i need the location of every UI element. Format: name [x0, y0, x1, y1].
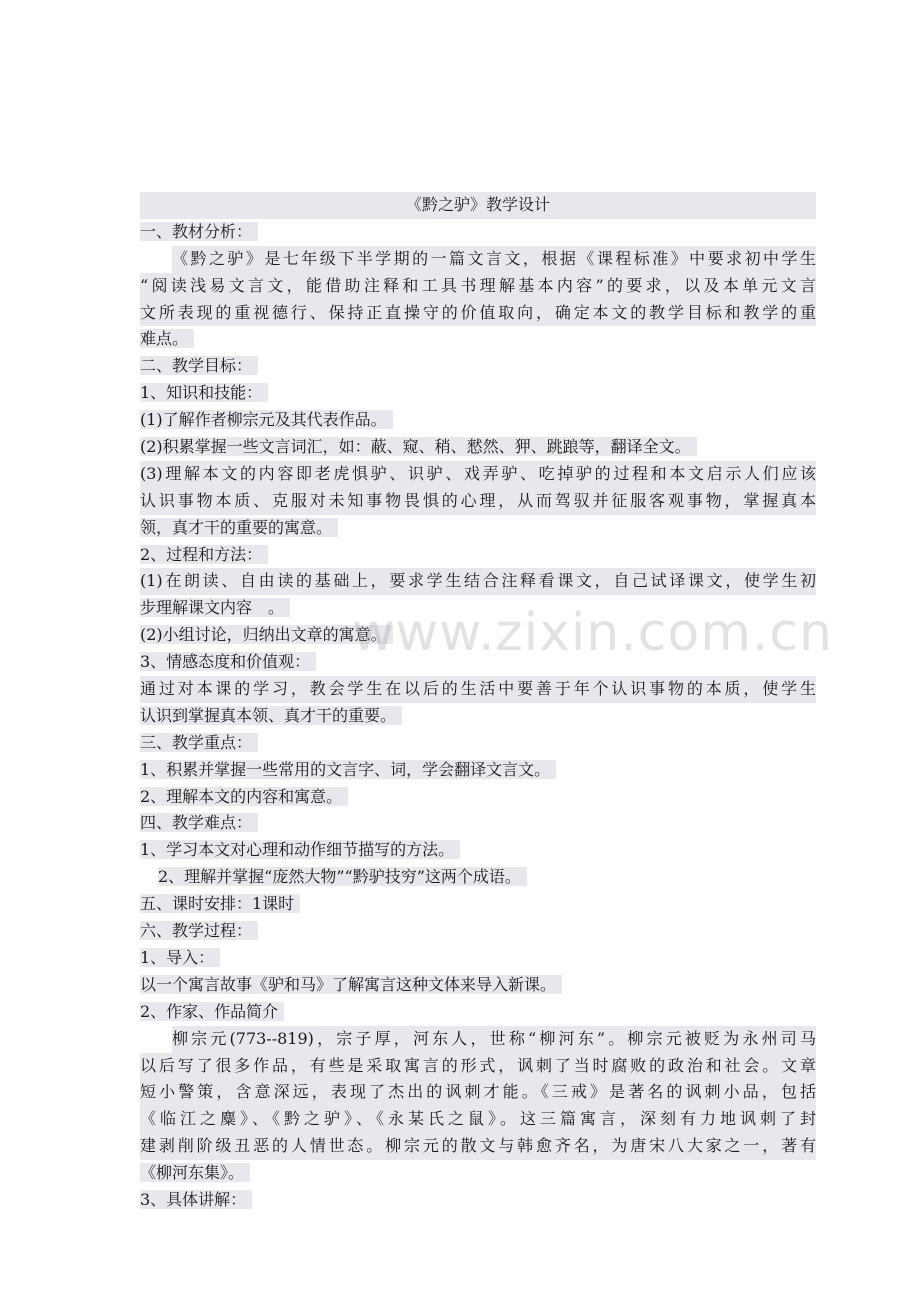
text-line-content: “阅读浅易文言文，能借助注释和工具书理解基本内容”的要求，以及本单元文言 [140, 273, 816, 300]
text-line-content: 认识到掌握真本领、真才干的重要。 [140, 706, 402, 725]
text-line-content: 《黔之驴》是七年级下半学期的一篇文言文，根据《课程标准》中要求初中学生 [172, 246, 816, 273]
text-line-content: 一、教材分析： [140, 222, 258, 241]
text-line [140, 810, 816, 837]
text-line-content: (2)小组讨论，归纳出文章的寓意。 [140, 625, 393, 644]
document-lines [140, 219, 816, 1214]
text-line [140, 972, 816, 999]
text-line [140, 757, 816, 784]
text-line-content: 难点。 [140, 329, 194, 348]
text-line [140, 1160, 816, 1187]
text-line [140, 300, 816, 327]
text-line-content: 二、教学目标： [140, 356, 258, 375]
text-line-content: 领，真才干的重要的寓意。 [140, 518, 338, 537]
text-line-content: (2)积累掌握一些文言词汇，如：蔽、窥、稍、憖然、狎、跳踉等，翻译全文。 [140, 437, 697, 456]
text-line [140, 649, 816, 676]
text-line-content: 2、理解本文的内容和寓意。 [140, 787, 348, 806]
text-line [140, 622, 816, 649]
text-line-content: 三、教学重点： [140, 733, 258, 752]
text-line [140, 595, 816, 622]
text-line [140, 219, 816, 246]
text-line [140, 837, 816, 864]
text-line [140, 1079, 816, 1106]
text-line [140, 730, 816, 757]
text-line-content: 《柳河东集》。 [140, 1163, 250, 1182]
text-line-content: 1、导入： [140, 948, 220, 967]
text-line-content: 1、知识和技能： [140, 383, 268, 402]
text-line-content: 五、课时安排：1课时 [140, 894, 300, 913]
text-line [140, 488, 816, 515]
text-line-content: 3、情感态度和价值观： [140, 652, 316, 671]
text-line [140, 676, 816, 703]
text-line [140, 1133, 816, 1160]
text-line [140, 945, 816, 972]
text-line [140, 1026, 816, 1053]
text-line [140, 380, 816, 407]
text-line [140, 999, 816, 1026]
text-line [140, 542, 816, 569]
text-line-content: 1、积累并掌握一些常用的文言字、词，学会翻译文言文。 [140, 760, 556, 779]
text-line-content: 2、作家、作品简介 [140, 1002, 284, 1021]
text-line [140, 407, 816, 434]
text-line-content: 认识事物本质、克服对未知事物畏惧的心理，从而驾驭并征服客观事物，掌握真本 [140, 488, 816, 515]
text-line-content: (1)了解作者柳宗元及其代表作品。 [140, 410, 393, 429]
text-line-content: 以后写了很多作品，有些是采取寓言的形式，讽刺了当时腐败的政治和社会。文章 [140, 1053, 816, 1080]
text-line [140, 568, 816, 595]
text-line-content: 《临江之麋》、《黔之驴》、《永某氏之鼠》。这三篇寓言，深刻有力地讽刺了封 [140, 1106, 816, 1133]
text-line-content: 通过对本课的学习，教会学生在以后的生活中要善于年个认识事物的本质，使学生 [140, 676, 816, 703]
text-line [140, 864, 816, 891]
text-line-content: 2、过程和方法： [140, 545, 268, 564]
text-line-content: 六、教学过程： [140, 921, 258, 940]
text-line-content: (1)在朗读、自由读的基础上，要求学生结合注释看课文，自己试译课文，使学生初 [140, 568, 816, 595]
text-line-content: 柳宗元(773--819)，宗子厚，河东人，世称“柳河东”。柳宗元被贬为永州司马 [172, 1026, 816, 1053]
text-line [140, 1187, 816, 1214]
text-line-content: 建剥削阶级丑恶的人情世态。柳宗元的散文与韩愈齐名，为唐宋八大家之一，著有 [140, 1133, 816, 1160]
text-line [140, 326, 816, 353]
text-line [140, 703, 816, 730]
text-line [140, 1106, 816, 1133]
text-line [140, 434, 816, 461]
text-line [140, 515, 816, 542]
document-body [140, 192, 816, 1214]
text-line [140, 273, 816, 300]
text-line-content: 短小警策，含意深远，表现了杰出的讽刺才能。《三戒》是著名的讽刺小品，包括 [140, 1079, 816, 1106]
text-line [140, 918, 816, 945]
text-line [140, 891, 816, 918]
watermark: www.zixin.com.cn [352, 603, 833, 663]
text-line [140, 461, 816, 488]
text-line [140, 353, 816, 380]
text-line-content: 1、学习本文对心理和动作细节描写的方法。 [140, 840, 460, 859]
text-line-content: (3)理解本文的内容即老虎惧驴、识驴、戏弄驴、吃掉驴的过程和本文启示人们应该 [140, 461, 816, 488]
text-line [140, 246, 816, 273]
text-line-content: 以一个寓言故事《驴和马》了解寓言这种文体来导入新课。 [140, 975, 562, 994]
document-title: 《黔之驴》教学设计 [140, 192, 816, 219]
text-line [140, 1053, 816, 1080]
text-line-content: 步理解课文内容 。 [140, 598, 290, 617]
text-line [140, 784, 816, 811]
text-line-content: 3、具体讲解： [140, 1190, 252, 1209]
text-line-content: 文所表现的重视德行、保持正直操守的价值取向，确定本文的教学目标和教学的重 [140, 300, 816, 327]
text-line-content: 四、教学难点： [140, 813, 258, 832]
text-line-content: 2、理解并掌握“庞然大物”“黔驴技穷”这两个成语。 [158, 867, 527, 886]
